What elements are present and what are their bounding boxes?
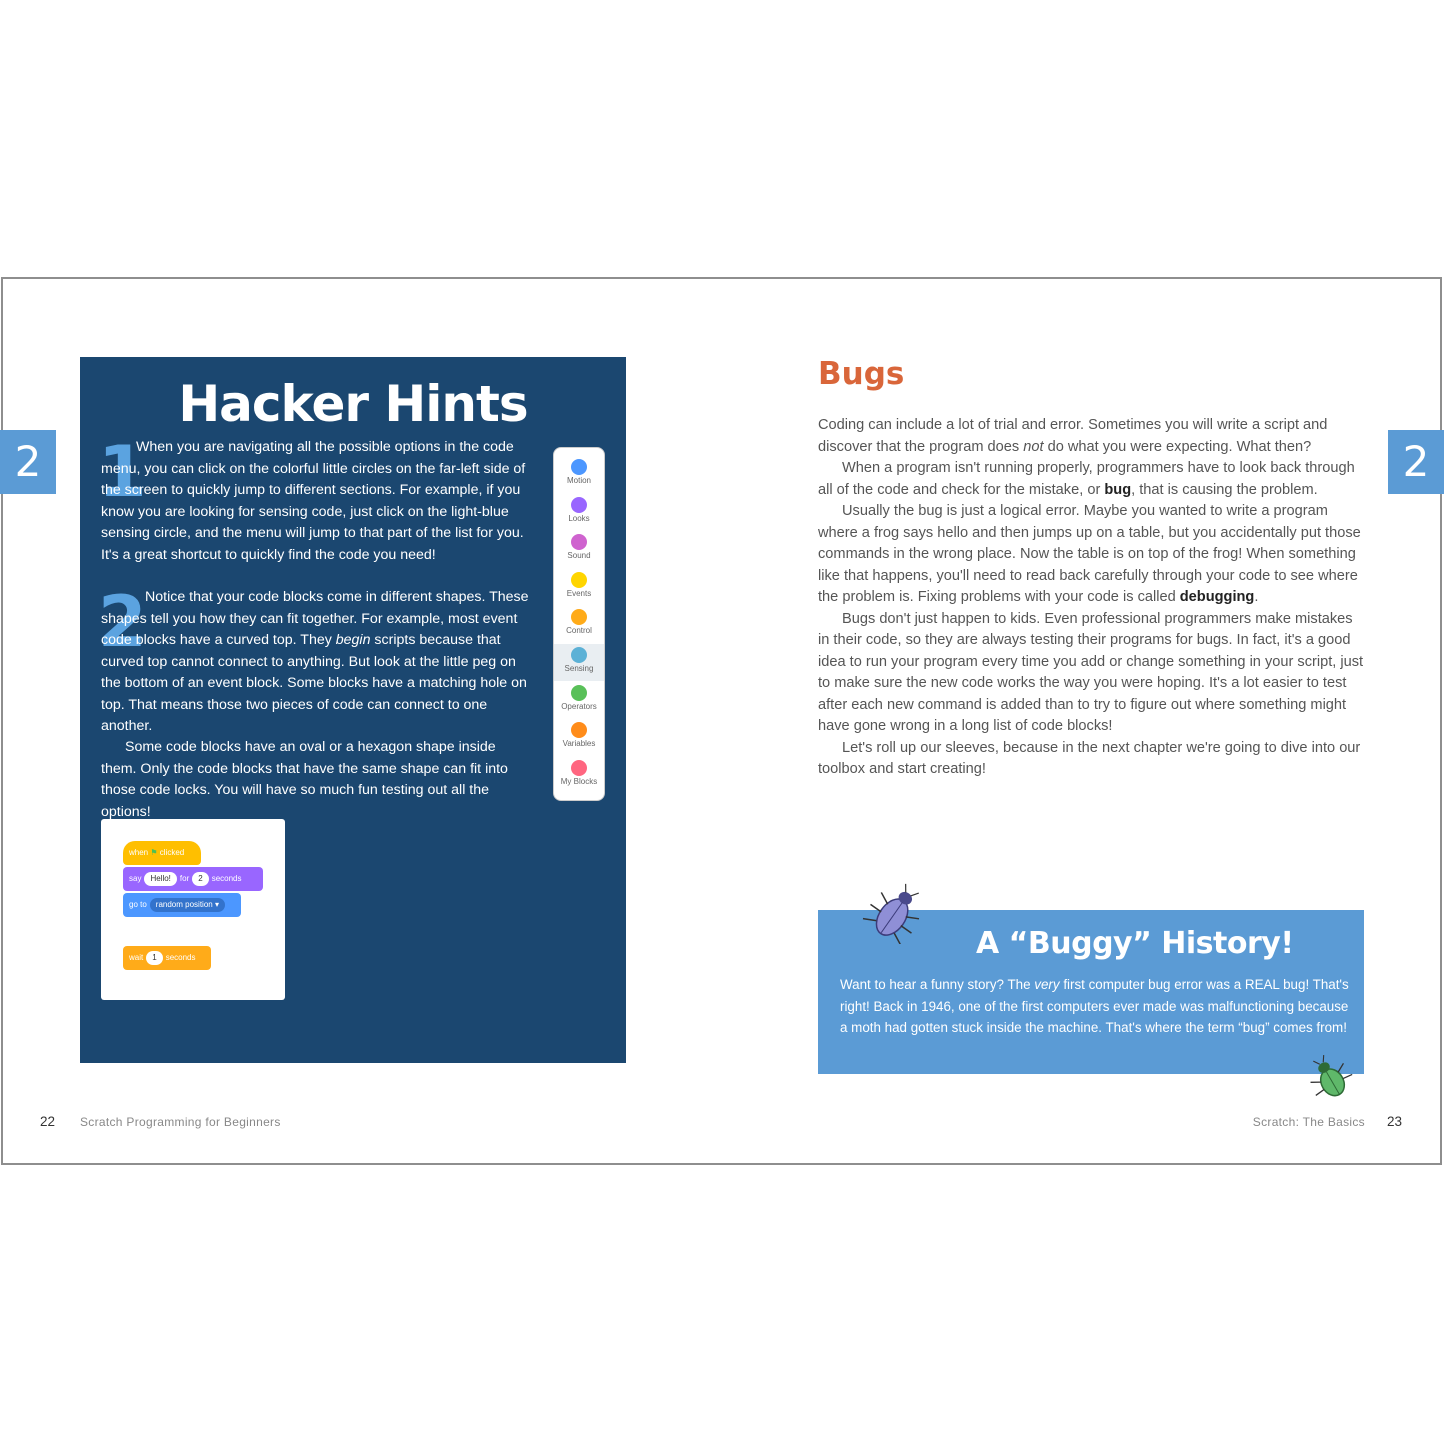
category-dot-icon <box>571 685 587 701</box>
chapter-tab-left <box>0 430 56 494</box>
code-blocks-example <box>101 819 285 1000</box>
purple-beetle-icon <box>862 882 928 944</box>
category-dot-icon <box>571 609 587 625</box>
hint-number-1: 1 <box>98 431 147 513</box>
section-title: Bugs <box>818 356 905 392</box>
category-dot-icon <box>571 647 587 663</box>
green-beetle-icon <box>1306 1053 1354 1103</box>
box-text: Want to hear a funny story? The very first computer bug error was a REAL bug! That's right! Back in 1946, one of the first computers ever made was malfunctioning because a moth had gotten stuck inside the machine. That's where the term “bug” comes from! <box>840 977 1349 1035</box>
chapter-tab-right <box>1388 430 1444 494</box>
page-number-right: 23 <box>1387 1114 1403 1129</box>
palette-item-sensing[interactable] <box>554 644 604 681</box>
paragraph-2: When a program isn't running properly, programmers have to look back through all of the code and check for the mistake, or bug, that is causing the problem. <box>818 460 1355 498</box>
sidebar-title: Hacker Hints <box>178 375 528 433</box>
palette-item-label: Motion <box>566 476 591 485</box>
palette-item-label: Events <box>566 588 592 598</box>
palette-item-label: Operators <box>561 701 597 711</box>
paragraph-5: Let's roll up our sleeves, because in the next chapter we're going to dive into our toolbox and start creating! <box>818 739 1361 777</box>
page-number-left: 22 <box>40 1114 56 1129</box>
say-block: say Hello! for 2 seconds <box>123 867 263 891</box>
chapter-tab-number: 2 <box>14 437 42 486</box>
green-flag-icon: ⚑ <box>150 848 158 857</box>
category-dot-icon <box>571 534 587 550</box>
palette-item-label: Sound <box>567 551 591 561</box>
event-block: when ⚑ clicked <box>123 841 201 865</box>
wait-block: wait 1 seconds <box>123 946 211 970</box>
palette-item-label: Control <box>566 626 592 636</box>
paragraph-4: Bugs don't just happen to kids. Even professional programmers make mistakes in their code, so they are always testing their programs for bugs. In fact, it's a good idea to run your program every time you add or change something in your script, just to make sure the new code works the way you were hoping. It's a lot easier to test after each new command is added than to try to figure out where something might have gone wrong in a long list of code blocks! <box>818 610 1364 734</box>
running-footer-right: Scratch: The Basics <box>1252 1115 1365 1129</box>
box-title: A “Buggy” History! <box>976 926 1294 961</box>
category-dot-icon <box>571 497 587 513</box>
body-text <box>818 415 1366 781</box>
palette-item-operators[interactable] <box>554 682 604 719</box>
palette-item-label: Variables <box>562 739 596 749</box>
category-dot-icon <box>571 572 587 588</box>
palette-item-looks[interactable] <box>554 494 604 531</box>
category-dot-icon <box>571 459 587 475</box>
chapter-tab-number: 2 <box>1402 437 1430 486</box>
palette-item-events[interactable] <box>554 569 604 606</box>
running-footer-left: Scratch Programming for Beginners <box>80 1115 281 1129</box>
palette-item-label: Looks <box>568 513 590 523</box>
hint-2-paragraph-2: Some code blocks have an oval or a hexagon shape inside them. Only the code blocks that have the same shape can fit into those code locks. You will have so much fun testing out all the options! <box>101 739 508 820</box>
category-dot-icon <box>571 722 587 738</box>
hint-2-text: Notice that your code blocks come in different shapes. These shapes tell you how they can fit together. For example, most event code blocks have a curved top. They begin scripts because that curved top cannot connect to anything. But look at the little peg on the bottom of an event block. Some blocks have a matching hole on top. That means those two pieces of code can connect to one another. <box>101 589 529 734</box>
hint-number-2: 2 <box>98 581 147 663</box>
goto-block: go to random position ▾ <box>123 893 241 917</box>
palette-item-sound[interactable] <box>554 531 604 568</box>
palette-item-my-blocks[interactable] <box>554 757 604 794</box>
category-palette <box>553 447 605 801</box>
palette-item-label: My Blocks <box>560 776 598 786</box>
palette-item-label: Sensing <box>564 664 594 673</box>
paragraph-3: Usually the bug is just a logical error. Maybe you wanted to write a program where a frog says hello and then jumps up on a table, but you accidentally put those commands in the wrong place. Now the table is on top of the frog! When something like that happens, you'll need to read back carefully through your code to see where the problem is. Fixing problems with your code is called debugging. <box>818 503 1361 605</box>
paragraph-1: Coding can include a lot of trial and error. Sometimes you will write a script and discover that the program does not do what you were expecting. What then? <box>818 417 1328 455</box>
hint-1-text: When you are navigating all the possible options in the code menu, you can click on the colorful little circles on the far-left side of the screen to quickly jump to different sections. For example, if you know you are looking for sensing code, just click on the light-blue sensing circle, and the menu will jump to that part of the list for you. It's a great shortcut to quickly find the code you need! <box>101 439 526 563</box>
category-dot-icon <box>571 760 587 776</box>
palette-item-control[interactable] <box>554 606 604 643</box>
palette-item-motion[interactable] <box>554 456 604 493</box>
palette-item-variables[interactable] <box>554 719 604 756</box>
